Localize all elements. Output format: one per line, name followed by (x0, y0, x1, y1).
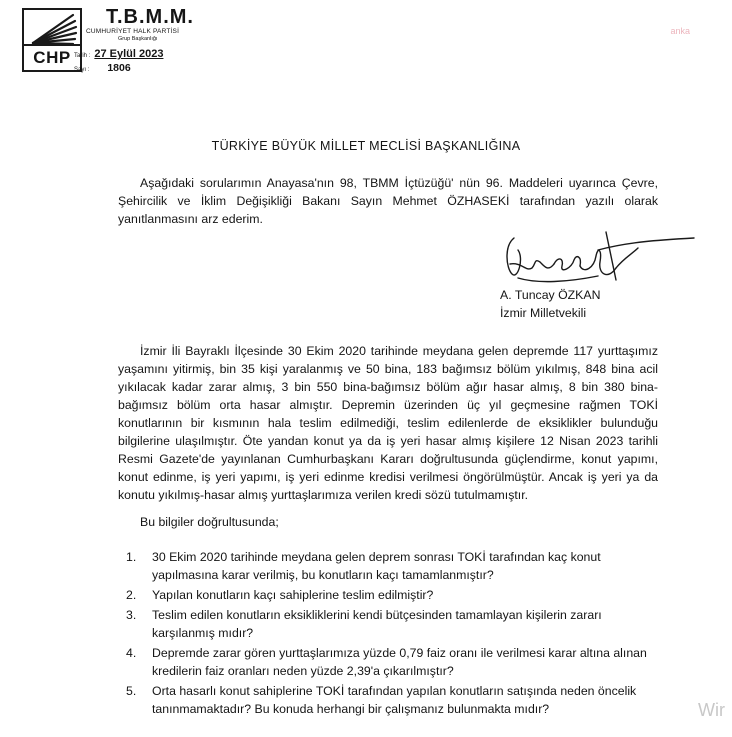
six-arrows-icon (27, 12, 79, 46)
letterhead (14, 6, 204, 78)
activation-watermark: Wir (698, 700, 725, 720)
question-text: Depremde zarar gören yurttaşlarımıza yüzde 0,79 faiz oranı ile verilmesi karar altına alınan kredilerin faiz oranları neden yüzde 2,39'a çıkarılmıştır? (152, 646, 647, 678)
date-value: 27 Eylül 2023 (94, 48, 164, 60)
request-paragraph (118, 174, 658, 228)
handwritten-signature (498, 228, 698, 294)
question-list (126, 548, 666, 720)
signatory-title: İzmir Milletvekili (500, 306, 587, 320)
question-item (126, 548, 666, 584)
agency-stamp: anka (670, 26, 690, 36)
question-text: Yapılan konutların kaçı sahiplerine teslim edilmiştir? (152, 588, 434, 602)
question-text: 30 Ekim 2020 tarihinde meydana gelen deprem sonrası TOKİ tarafından kaç konut yapılmasına karar verilmiş, bu konutların kaçı tamamlanmıştır? (152, 550, 601, 582)
body-text: İzmir İli Bayraklı İlçesinde 30 Ekim 2020 tarihinde meydana gelen depremde 117 yurttaşımız yaşamını yitirmiş, bin 35 kişi yaralanmış ve 50 bina, 183 bağımsız bölüm yıkılmış, 848 bina acil yıkılacak kadar zarar almış, 3 bin 550 bina-bağımsız bölüm ağır hasar almış, 8 bin 380 bina-bağımsız bölüm orta hasar almıştır. Depremin üzerinden üç yıl geçmesine rağmen TOKİ konutlarının bir kısmının hala teslim edilmediği, teslim edilenlerde de eksiklikler bulunduğu bilgilerine ulaşılmıştır. Öte yandan konut ya da iş yeri hasar almış kişilere 12 Nisan 2023 tarihli Resmi Gazete'de yayınlanan Cumhurbaşkanı Kararı doğrultusunda güçlendirme, konut yapımı, konut edinme, iş yeri yapımı, iş yeri edinme kredisi verilmesi öngörülmüştür. Ancak iş yeri ya da konutu yıkılmış-hasar almış yurttaşlarımıza verilen kredi sözü tutulmamıştır. (118, 344, 658, 502)
date-label: Tarih : (74, 53, 91, 59)
number-value: 1806 (107, 62, 131, 74)
party-logo (22, 8, 82, 72)
question-number: 4. (126, 646, 137, 660)
question-number: 5. (126, 684, 137, 698)
question-number: 2. (126, 588, 137, 602)
date-row (74, 48, 163, 60)
number-label: Sayı : (74, 67, 90, 73)
question-number: 3. (126, 608, 137, 622)
body-paragraph (118, 342, 658, 504)
document-title: TÜRKİYE BÜYÜK MİLLET MECLİSİ BAŞKANLIĞINA (211, 139, 521, 153)
group-name: Grup Başkanlığı (118, 36, 158, 42)
question-text: Teslim edilen konutların eksikliklerini kendi bütçesinden tamamlayan kişilerin zararı karşılanmış mıdır? (152, 608, 602, 640)
question-item (126, 682, 666, 718)
question-number: 1. (126, 550, 137, 564)
question-text: Orta hasarlı konut sahiplerine TOKİ tarafından yapılan konutların satışında neden öncelik tanınmamaktadır? Bu konuda herhangi bir çalışmanız bulunmakta mıdır? (152, 684, 637, 716)
logo-label: CHP (24, 44, 80, 70)
questions-intro: Bu bilgiler doğrultusunda; (140, 515, 279, 529)
party-name: CUMHURİYET HALK PARTİSİ (86, 28, 180, 35)
number-row (74, 62, 131, 74)
institution-name: T.B.M.M. (106, 6, 194, 28)
request-text: Aşağıdaki sorularımın Anayasa'nın 98, TBMM İçtüzüğü' nün 96. Maddeleri uyarınca Çevre, Şehircilik ve İklim Değişikliği Bakanı Sayın Mehmet ÖZHASEKİ tarafından yazılı olarak yanıtlanmasını arz ederim. (118, 176, 658, 226)
signatory-name: A. Tuncay ÖZKAN (500, 288, 601, 302)
question-item (126, 586, 666, 604)
question-item (126, 606, 666, 642)
question-item (126, 644, 666, 680)
